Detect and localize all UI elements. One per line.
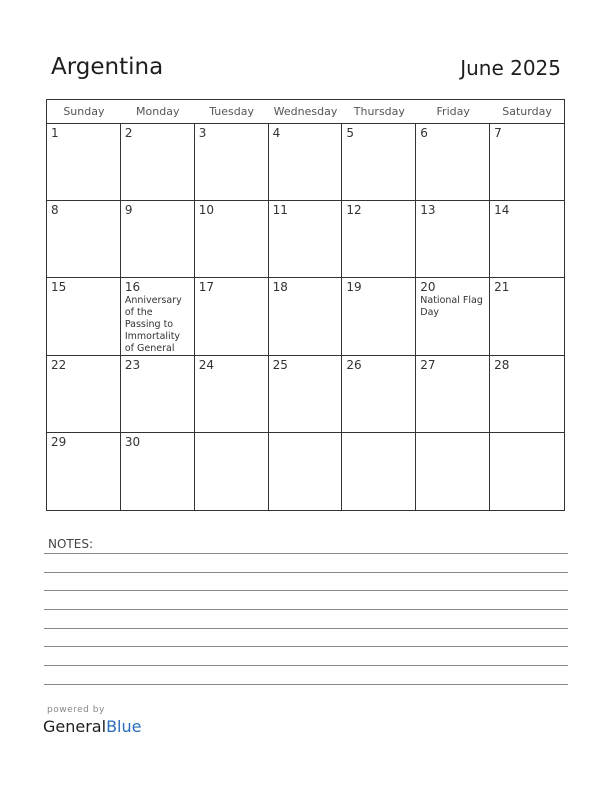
day-number: 17: [198, 280, 214, 295]
day-number: 16: [124, 280, 141, 295]
day-cell: [269, 433, 343, 510]
day-number: 11: [272, 203, 288, 218]
day-cell: [416, 356, 490, 433]
notes-label: NOTES:: [48, 537, 93, 551]
day-cell: [47, 278, 121, 355]
day-number: 2: [124, 126, 133, 140]
note-line: [44, 665, 568, 666]
day-cell: [490, 201, 564, 278]
day-cell: [490, 356, 564, 433]
calendar-month-title: June 2025: [460, 56, 561, 80]
day-cell: [121, 433, 195, 510]
day-cell: [47, 356, 121, 433]
day-cell: [121, 124, 195, 201]
day-cell: [195, 356, 269, 433]
brand-name-part2: Blue: [106, 717, 142, 736]
weekday-header: [47, 100, 564, 124]
day-cell: [195, 433, 269, 510]
day-number: 30: [124, 434, 141, 449]
day-number: 12: [346, 203, 362, 218]
brand-name-part1: General: [43, 717, 107, 736]
note-line: [44, 553, 568, 554]
day-number: 20: [420, 280, 436, 295]
day-number: 24: [198, 357, 214, 372]
day-number: 29: [51, 434, 67, 449]
day-number: 14: [494, 203, 510, 218]
day-cell: [47, 433, 121, 510]
brand-logo[interactable]: [43, 717, 141, 736]
day-cell: [416, 433, 490, 510]
day-cell: [269, 278, 343, 355]
day-number: 23: [124, 357, 141, 372]
day-cell: [269, 201, 343, 278]
holiday-label: National Flag Day: [420, 295, 483, 319]
weekday-saturday: Saturday: [502, 105, 552, 118]
calendar-country-title: Argentina: [51, 54, 164, 80]
day-cell: [416, 124, 490, 201]
note-line: [44, 646, 568, 647]
day-cell: [47, 201, 121, 278]
day-cell: [342, 356, 416, 433]
weekday-wednesday: Wednesday: [273, 105, 338, 118]
weekday-friday: Friday: [436, 105, 470, 118]
note-line: [44, 628, 568, 629]
day-cell: [490, 278, 564, 355]
day-number: 13: [420, 203, 436, 218]
day-cell: [269, 356, 343, 433]
day-number: 25: [272, 357, 288, 372]
day-number: 27: [420, 357, 436, 372]
day-cell: [342, 433, 416, 510]
day-number: 6: [420, 126, 428, 140]
day-number: 22: [51, 357, 67, 372]
day-cell: [342, 278, 416, 355]
day-number: 28: [494, 357, 510, 372]
powered-by-text: powered by: [47, 705, 105, 715]
holiday-label: Anniversary of the Passing to Immortality of General: [124, 295, 182, 355]
day-cell: [195, 201, 269, 278]
note-line: [44, 684, 568, 685]
calendar-days: [47, 124, 564, 510]
day-number: 1: [51, 126, 59, 140]
weekday-thursday: Thursday: [353, 105, 405, 118]
day-number: 10: [198, 203, 214, 218]
day-cell: [269, 124, 343, 201]
day-number: 3: [198, 126, 207, 140]
day-number: 21: [494, 280, 510, 295]
day-cell: [121, 278, 195, 355]
note-line: [44, 609, 568, 610]
note-line: [44, 590, 568, 591]
day-cell: [195, 124, 269, 201]
day-cell: [342, 201, 416, 278]
weekday-monday: Monday: [136, 105, 180, 118]
day-cell: [47, 124, 121, 201]
day-cell: [416, 201, 490, 278]
day-cell: [121, 201, 195, 278]
day-cell: [490, 124, 564, 201]
calendar-grid: [46, 99, 565, 511]
day-number: 7: [494, 126, 502, 140]
day-number: 4: [272, 126, 281, 140]
day-number: 18: [272, 280, 288, 295]
day-number: 26: [346, 357, 362, 372]
day-cell: [490, 433, 564, 510]
day-cell: [195, 278, 269, 355]
day-cell: [342, 124, 416, 201]
day-number: 15: [51, 280, 67, 295]
day-cell: [416, 278, 490, 355]
day-number: 8: [51, 203, 59, 218]
day-number: 5: [346, 126, 355, 140]
weekday-sunday: Sunday: [63, 105, 105, 118]
day-cell: [121, 356, 195, 433]
day-number: 9: [124, 203, 133, 218]
day-number: 19: [346, 280, 362, 295]
weekday-tuesday: Tuesday: [209, 105, 255, 118]
note-line: [44, 572, 568, 573]
